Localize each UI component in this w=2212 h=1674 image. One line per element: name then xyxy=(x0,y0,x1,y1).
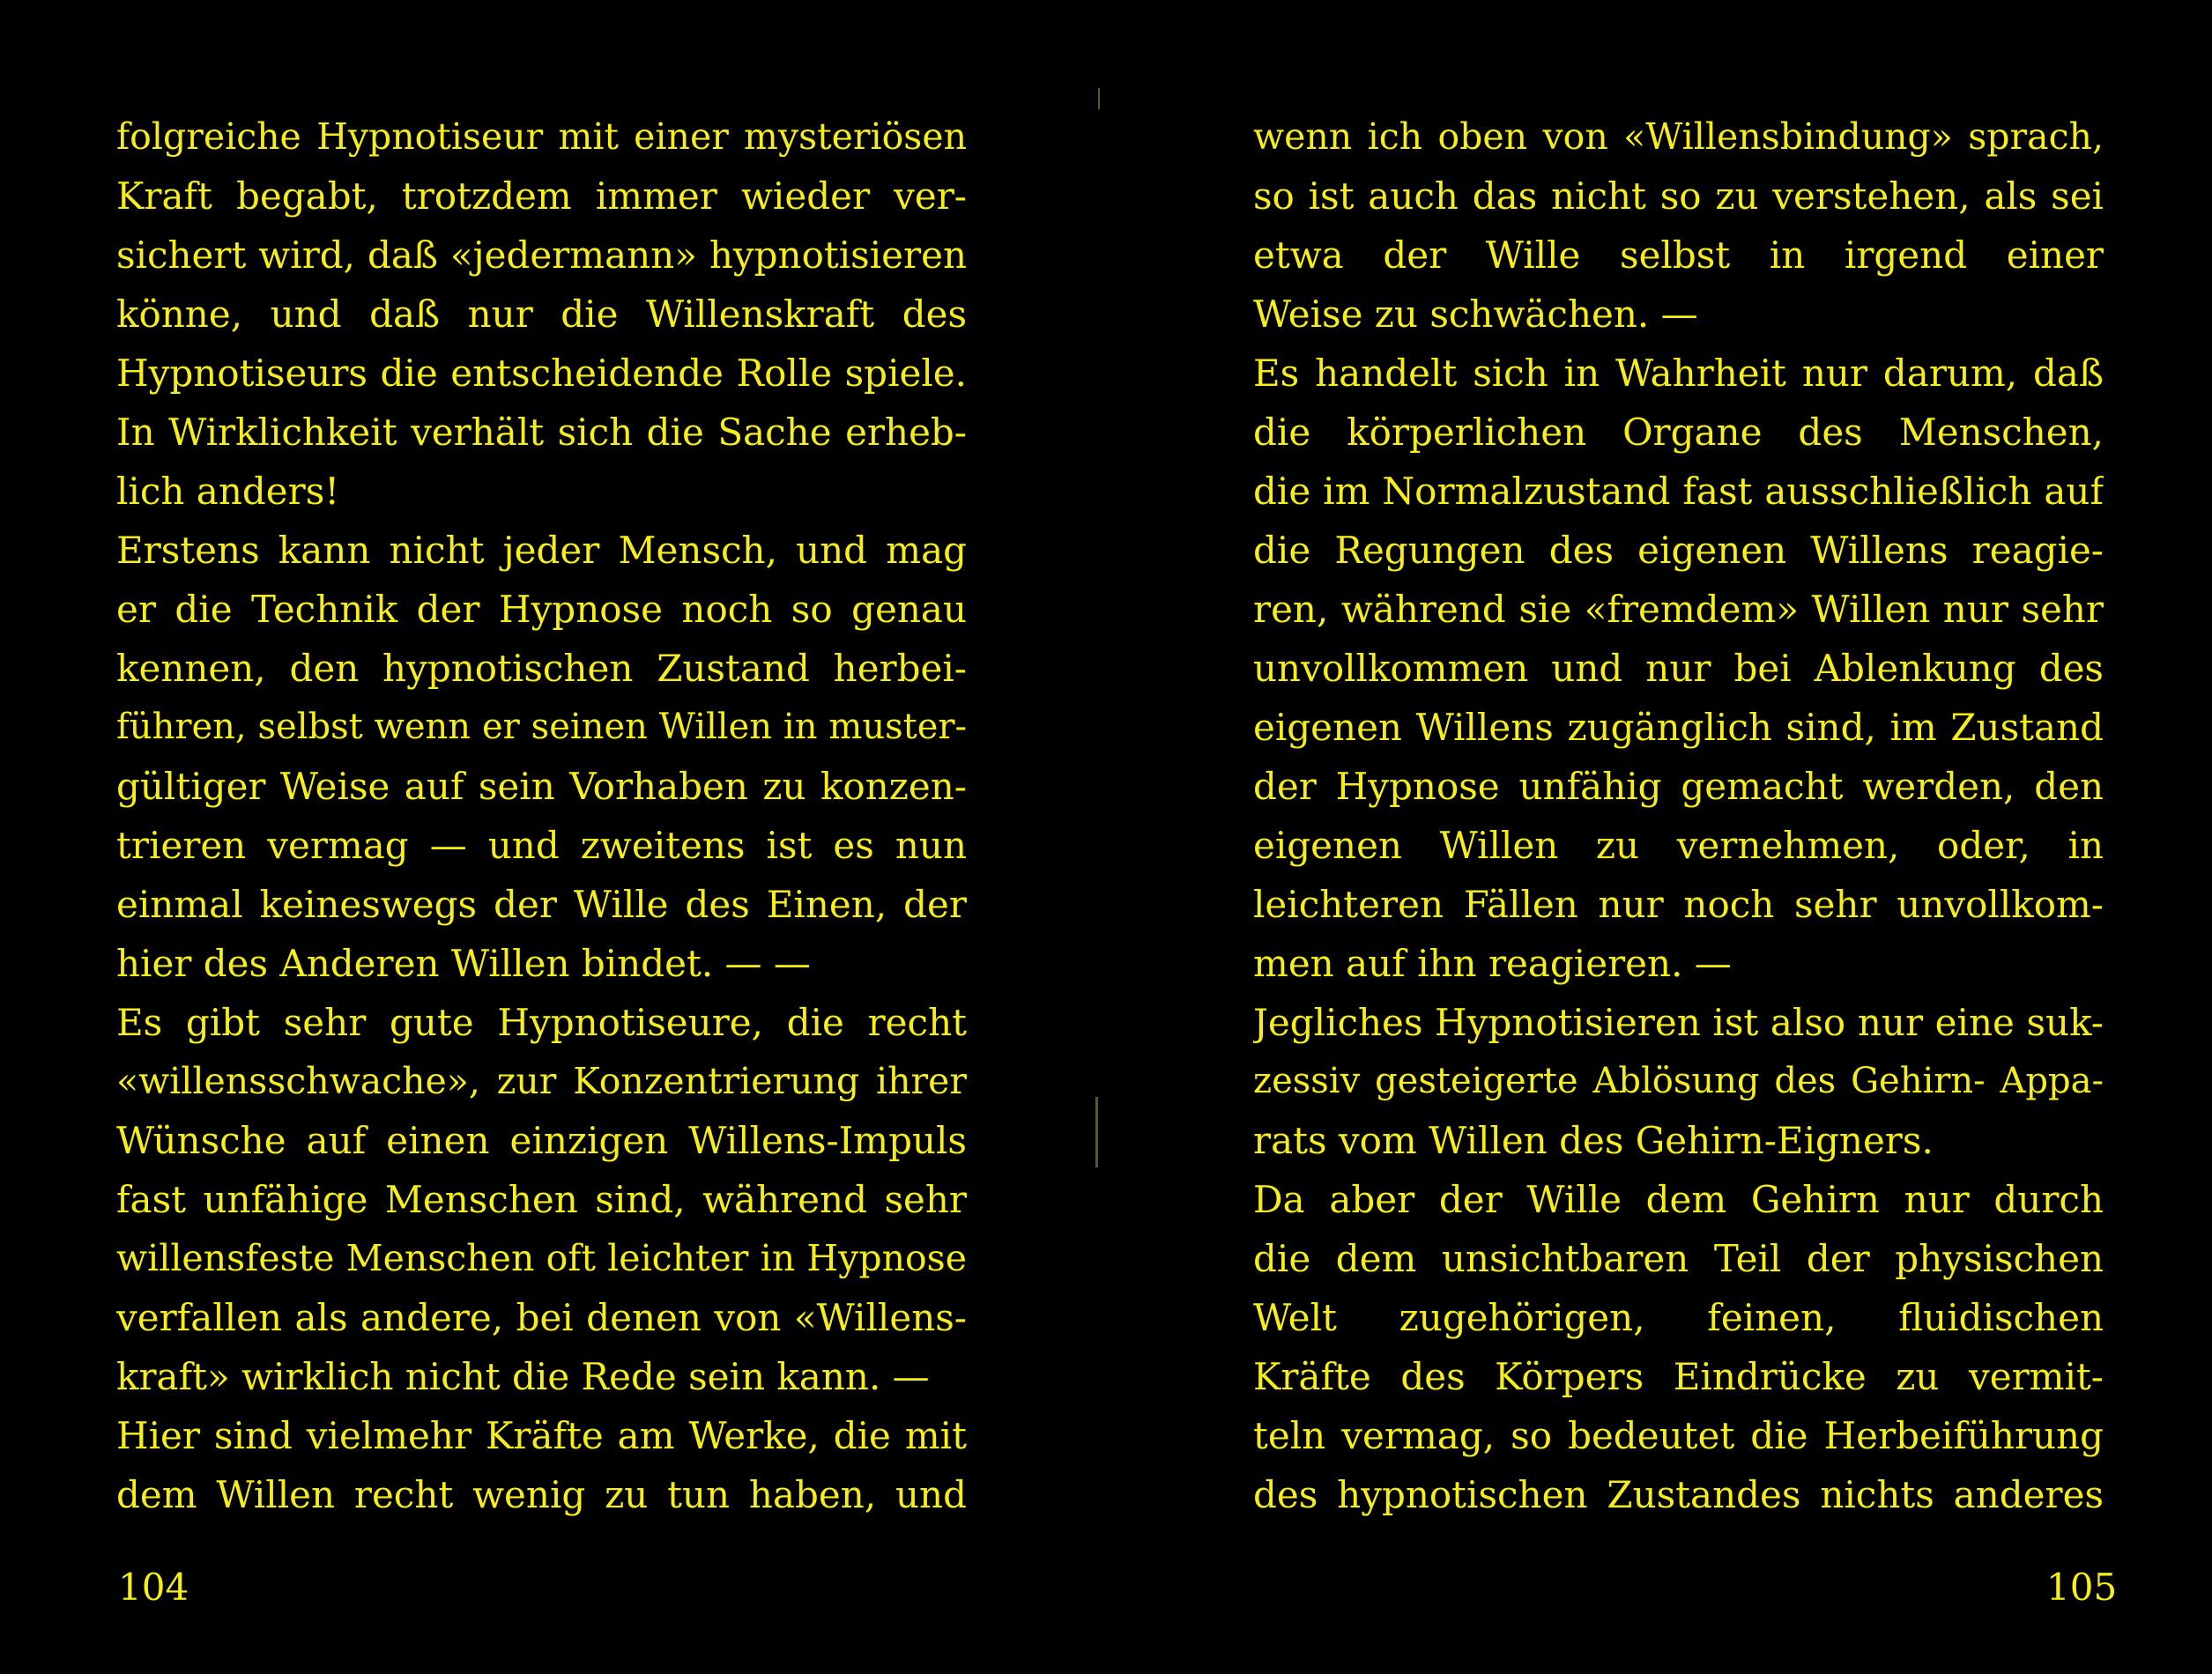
text-line: trieren vermag — und zweitens ist es nun xyxy=(116,824,967,867)
text-line: die im Normalzustand fast ausschließlich auf xyxy=(1253,470,2104,513)
text-line: Kräfte des Körpers Eindrücke zu vermit- xyxy=(1253,1355,2104,1398)
text-line: eigenen Willens zugänglich sind, im Zustand xyxy=(1253,706,2104,749)
text-line: Es handelt sich in Wahrheit nur darum, daß xyxy=(1253,352,2104,395)
text-line: er die Technik der Hypnose noch so genau xyxy=(116,588,967,631)
text-line: die körperlichen Organe des Menschen, xyxy=(1253,411,2104,454)
text-line: Es gibt sehr gute Hypnotiseure, die recht xyxy=(116,1001,967,1044)
left-page-number: 104 xyxy=(118,1566,189,1609)
left-page-text xyxy=(116,107,967,1524)
text-line: rats vom Willen des Gehirn-Eigners. xyxy=(1253,1119,1934,1162)
text-line: sichert wird, daß «jedermann» hypnotisieren xyxy=(116,233,967,277)
text-line: etwa der Wille selbst in irgend einer xyxy=(1253,233,2104,277)
text-line: dem Willen recht wenig zu tun haben, und xyxy=(116,1473,967,1516)
right-page-text xyxy=(1253,107,2104,1524)
text-line: könne, und daß nur die Willenskraft des xyxy=(116,293,967,336)
gutter-mark xyxy=(1098,88,1100,109)
text-line: Hier sind vielmehr Kräfte am Werke, die mit xyxy=(116,1414,967,1457)
text-line: kennen, den hypnotischen Zustand herbei- xyxy=(116,647,967,690)
text-line: lich anders! xyxy=(116,470,340,513)
text-line: führen, selbst wenn er seinen Willen in muster- xyxy=(116,707,967,747)
text-line: des hypnotischen Zustandes nichts anderes xyxy=(1253,1473,2104,1516)
text-line: unvollkommen und nur bei Ablenkung des xyxy=(1253,647,2104,690)
text-line: teln vermag, so bedeutet die Herbeiführung xyxy=(1253,1414,2104,1457)
text-line: men auf ihn reagieren. — xyxy=(1253,942,1732,985)
text-line: so ist auch das nicht so zu verstehen, als sei xyxy=(1253,174,2104,218)
text-line: fast unfähige Menschen sind, während sehr xyxy=(116,1178,967,1221)
text-line: «willensschwache», zur Konzentrierung ihrer xyxy=(116,1060,967,1102)
text-line: Jegliches Hypnotisieren ist also nur eine suk- xyxy=(1253,1001,2104,1044)
text-line: ren, während sie «fremdem» Willen nur sehr xyxy=(1253,588,2104,631)
text-line: einmal keineswegs der Wille des Einen, der xyxy=(116,883,967,926)
text-line: Welt zugehörigen, feinen, fluidischen xyxy=(1253,1296,2104,1339)
text-line: hier des Anderen Willen bindet. — — xyxy=(116,942,811,985)
text-line: In Wirklichkeit verhält sich die Sache erheb- xyxy=(116,411,967,454)
text-line: zessiv gesteigerte Ablösung des Gehirn- Appa- xyxy=(1253,1061,2104,1101)
text-line: die dem unsichtbaren Teil der physischen xyxy=(1253,1237,2104,1280)
text-line: kraft» wirklich nicht die Rede sein kann. — xyxy=(116,1355,930,1398)
text-line: Wünsche auf einen einzigen Willens-Impuls xyxy=(116,1119,967,1162)
text-line: Kraft begabt, trotzdem immer wieder ver- xyxy=(116,174,967,218)
text-line: der Hypnose unfähig gemacht werden, den xyxy=(1253,765,2104,808)
text-line: wenn ich oben von «Willensbindung» sprach, xyxy=(1253,115,2104,158)
text-line: die Regungen des eigenen Willens reagie- xyxy=(1253,529,2104,572)
text-line: folgreiche Hypnotiseur mit einer mysteriösen xyxy=(116,115,967,158)
gutter-mark xyxy=(1095,1097,1098,1167)
text-line: leichteren Fällen nur noch sehr unvollkom- xyxy=(1253,883,2104,926)
text-line: Hypnotiseurs die entscheidende Rolle spiele. xyxy=(116,352,967,395)
text-line: Erstens kann nicht jeder Mensch, und mag xyxy=(116,529,967,572)
text-line: willensfeste Menschen oft leichter in Hypnose xyxy=(116,1237,967,1279)
text-line: gültiger Weise auf sein Vorhaben zu konzen- xyxy=(116,765,967,808)
text-line: Weise zu schwächen. — xyxy=(1253,293,1698,336)
right-page-number: 105 xyxy=(2046,1566,2118,1609)
text-line: eigenen Willen zu vernehmen, oder, in xyxy=(1253,824,2104,867)
text-line: Da aber der Wille dem Gehirn nur durch xyxy=(1253,1178,2104,1221)
text-line: verfallen als andere, bei denen von «Willens- xyxy=(116,1296,967,1339)
